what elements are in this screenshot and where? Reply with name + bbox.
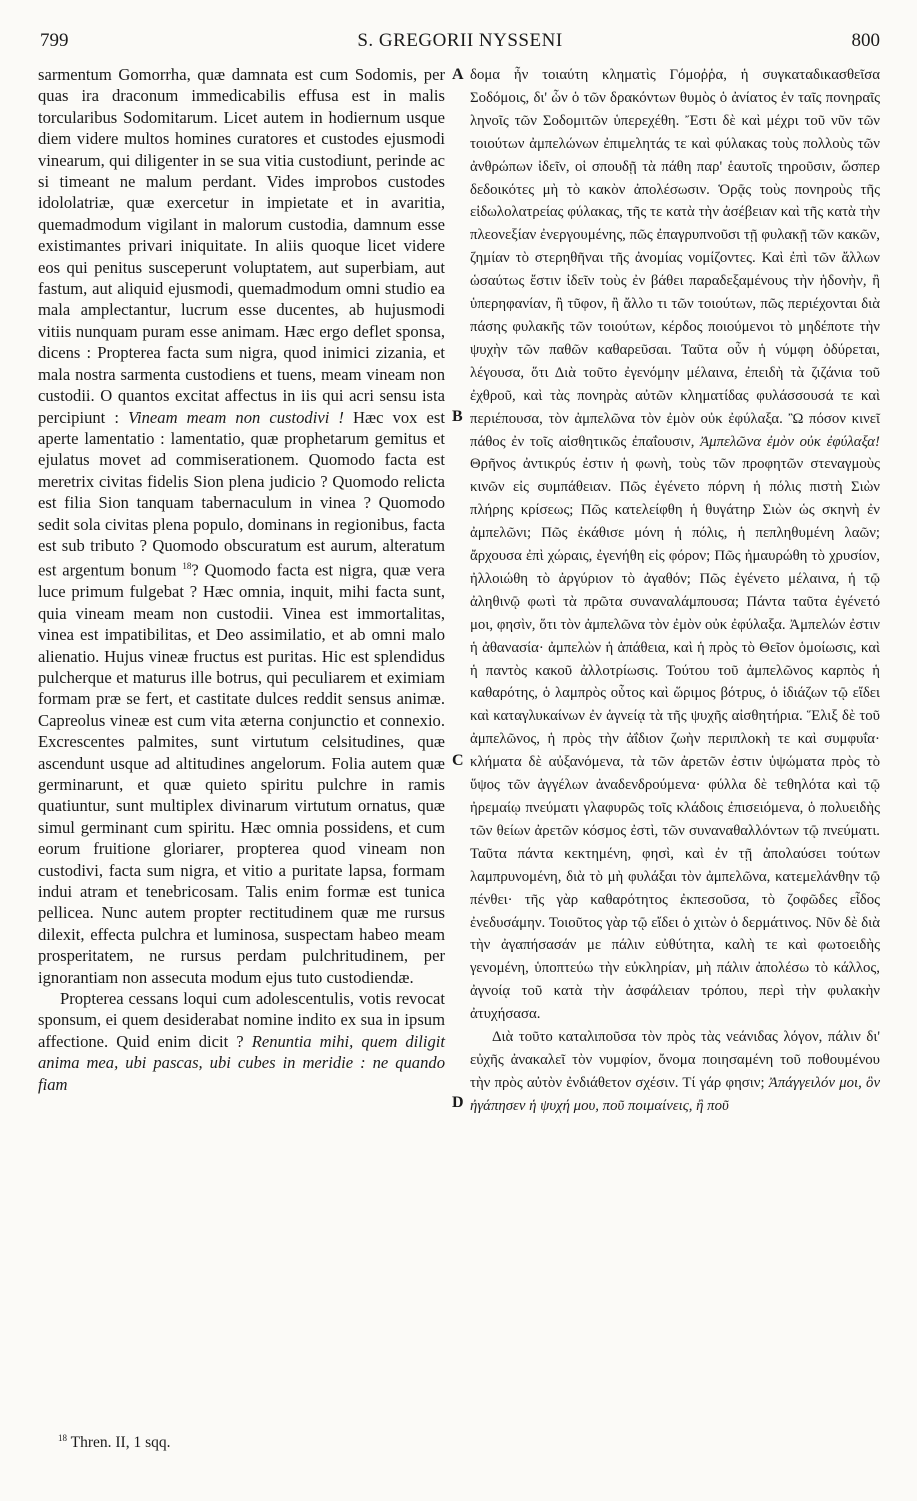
latin-text-b: Hæc vox est aperte lamentatio : lamentatio, quæ prophetarum gemitus et ejulatus movet ad commiserationem. Quomodo facta est meretrix civitas fidelis Sion plena judicio ? Quomodo relicta est filia Sion tanquam tabernaculum in vinea ? Quomodo sedit sola civitas plena populo, dominans in regionibus, facta est sub tributo ? Quomodo obscuratum est aurum, alteratum est argentum bonum bbox=[38, 407, 445, 580]
greek-text-c: Διὰ τοῦτο καταλιποῦσα τὸν πρὸς τὰς νεάνιδας λόγον, πάλιν δι' εὐχῆς ἀνακαλεῖ τὸν νυμφίον, ὄνομα ποιησαμένη τοῦ ποθουμένου τὴν πρὸς αὐτὸν ἐνδιάθετον σχέσιν. Τί γάρ φησιν; bbox=[470, 1029, 880, 1091]
latin-text-a: sarmentum Gomorrha, quæ damnata est cum Sodomis, per quas ira draconum immedicabilis effusa est in malis torcularibus Sodomitarum. Licet autem in hodiernum usque diem videre multos homines curatores et custodes ejusmodi vinearum, qui diligenter in se sua vitia custodiunt, perinde ac si timeant ne malum perdant. Vides improbos custodes idololatriæ, quæ exercetur in impietate et in avaritia, quemadmodum vigilant in malorum custodia, damnum esse existimantes privari iniquitate. In aliis quoque licet videre eos qui penitus susceperunt voluptatem, aut superbiam, aut fastum, aut aliquid ejusmodi, quemadmodum omni studio ea mala amplectantur, lucrum esse ducentes, ab hujusmodi vitiis nunquam puram esse animam. Hæc ergo deflet sponsa, dicens : Propterea facta sum nigra, quod inimici zizania, et mala nostra sarmenta custodiens et tuens, meam vineam non custodii. O quantos excitat affectus in iis qui acri sensu ista percipiunt : bbox=[38, 65, 445, 427]
latin-text-d: Propterea cessans loqui cum adolescentulis, votis revocat sponsum, ei quem desiderabat nomine indito ex sua in ipsum affectione. Quid enim dicit ? bbox=[38, 989, 445, 1051]
latin-scripture-quote: Vineam meam non custodivi ! bbox=[128, 407, 344, 427]
page-number-left: 799 bbox=[40, 30, 69, 51]
margin-marker-a: A bbox=[452, 66, 464, 83]
latin-paragraph-2 bbox=[38, 988, 445, 1095]
latin-paragraph-1 bbox=[38, 64, 445, 988]
greek-text-a: δομα ἦν τοιαύτη κληματὶς Γόμοῤῥα, ἡ συγκαταδικασθεῖσα Σοδόμοις, δι' ὧν ὁ τῶν δρακόντων θυμὸς ὁ ἀνίατος ἐν ταῖς πονηραῖς ληνοῖς τῶν Σοδομιτῶν ὑπερεχέθη. Ἔστι δὲ καὶ μέχρι τοῦ νῦν τῶν τοιούτων ἀμπελώνων ἐπιμελητάς τε καὶ φύλακας τοὺς πολλοὺς τῶν ἀνθρώπων ἰδεῖν, οἱ σπουδῇ τὰ πάθη παρ' ἑαυτοῖς τηροῦσιν, ὥσπερ δεδοικότες μὴ τὸ κακὸν ἀπολέσωσιν. Ὁρᾷς τοὺς πονηροὺς τῆς εἰδωλολατρείας φύλακας, τῆς τε κατὰ τὴν ἀσέβειαν καὶ τῆς κατὰ τὴν πλεονεξίαν ἐνεργουμένης, πῶς ἐπαγρυπνοῦσι τῇ φυλακῇ τῶν κακῶν, ζημίαν τὸ στερηθῆναι τῆς ἀνομίας νομίζοντες. Καὶ ἐπὶ τῶν ἄλλων ὡσαύτως ἔστιν ἰδεῖν τοὺς ἐν βάθει παραδεξαμένους τὴν ἡδονὴν, ἢ ὑπερηφανίαν, ἢ τῦφον, ἢ ἄλλο τι τῶν τοιούτων, πῶς περιέχονται διὰ πάσης φυλακῆς τῶν τοιούτων, κέρδος ποιούμενοι τὸ μηδέποτε τὴν ψυχὴν τῶν παθῶν καθαρεῦσαι. Ταῦτα οὖν ἡ νύμφη ὀδύρεται, λέγουσα, ὅτι Διὰ τοῦτο ἐγενόμην μέλαινα, ἐπειδὴ τὰ ζιζάνια τοῦ ἐχθροῦ, καὶ τὰς πονηρὰς αὐτῶν κληματίδας φυλάσσουσά τε καὶ περιέπουσα, τὸν ἀμπελῶνα τὸν ἐμὸν οὐκ ἐφύλαξα. Ὢ πόσον κινεῖ πάθος ἐν τοῖς αἰσθητικῶς ἐπαΐουσιν, bbox=[470, 67, 880, 450]
footnote bbox=[58, 1433, 170, 1452]
page-number-right: 800 bbox=[851, 30, 880, 51]
page-header bbox=[40, 30, 880, 60]
greek-paragraph-1 bbox=[470, 64, 880, 1026]
greek-paragraph-2 bbox=[470, 1026, 880, 1118]
margin-marker-d: D bbox=[452, 1094, 464, 1111]
footnote-text: Thren. II, 1 sqq. bbox=[70, 1434, 171, 1452]
greek-text-b: Θρῆνος ἀντικρύς ἐστιν ἡ φωνὴ, τοὺς τῶν προφητῶν στεναγμοὺς κινῶν εἰς συμπάθειαν. Πῶς ἐγένετο πόρνη ἡ πόλις πιστὴ Σιὼν πλήρης κρίσεως; Πῶς κατελείφθη ἡ θυγάτηρ Σιὼν ὡς σκηνὴ ἐν ἀμπελῶνι; Πῶς ἐκάθισε μόνη ἡ πόλις, ἡ πεπληθυμένη λαῶν; ἄρχουσα ἐπὶ χώραις, ἐγενήθη εἰς φόρον; Πῶς ἠμαυρώθη τὸ χρυσίον, ἠλλοιώθη τὸ ἀργύριον τὸ ἀγαθόν; Πῶς ἐγένετο μέλαινα, ἡ τῷ ἀληθινῷ φωτὶ τὰ πρῶτα συναναλάμπουσα; Πάντα ταῦτα ἐγένετό μοι, φησὶν, ὅτι τὸν ἀμπελῶνα τὸν ἐμὸν οὐκ ἐφύλαξα. Ἀμπελών ἐστιν ἡ ἀθανασία· ἀμπελὼν ἡ ἀπάθεια, καὶ ἡ πρὸς τὸ Θεῖον ὁμοίωσις, καὶ ἡ παντὸς κακοῦ ἀλλοτρίωσις. Τούτου τοῦ ἀμπελῶνος καρπὸς ἡ καθαρότης, ὁ λαμπρὸς οὗτος καὶ ὥριμος βότρυς, ὁ ἰδιάζων τῷ εἴδει καὶ καταγλυκαίνων ἐν ἁγνείᾳ τὰ τῆς ψυχῆς αἰσθητήρια. Ἕλιξ δὲ τοῦ ἀμπελῶνος, ἡ πρὸς τὴν ἀΐδιον ζωὴν περιπλοκὴ τε καὶ συμφυΐα· κλήματα δὲ αὐξανόμενα, τὰ τῶν ἀρετῶν ἐστιν ὑψώματα πρὸς τὸ ὕψος τῶν ἀγγέλων ἀναδενδρούμενα· φύλλα δὲ τεθηλότα καὶ τῷ ἠρεμαίῳ πνεύματι γλαφυρῶς τοῖς κλάδοις ἐπισειόμενα, ὁ πολυειδὴς τῶν θείων ἀρετῶν κόσμος ἐστὶ, τῶν συναναθαλλόντων τῷ πνεύματι. Ταῦτα πάντα κεκτημένη, φησὶ, καὶ ἐν τῇ ἀπολαύσει τούτων λαμπρυνομένη, διὰ τὸ μὴ φυλάξαι τὸν ἀμπελῶνα, κατεμελάνθην τῷ πένθει· τῆς γὰρ καθαρότητος ἐκπεσοῦσα, τὸ ζοφῶδες εἶδος ἐνεδυσάμην. Τοιοῦτος γὰρ τῷ εἴδει ὁ χιτὼν ὁ δερμάτινος. Νῦν δὲ διὰ τὴν ἀγαπήσασάν με πάλιν εὐθύτητα, καλὴ τε καὶ φωτοειδὴς γενομένη, ὑποπτεύω τὴν εὐκληρίαν, μὴ πάλιν ἀπολέσω τὸ κάλλος, ἀγνοίᾳ τοῦ κατὰ τὴν ἀσφάλειαν τρόπου, περὶ τὴν φυλακὴν ἀτυχήσασα. bbox=[470, 456, 880, 1023]
running-title: S. GREGORII NYSSENI bbox=[357, 30, 563, 51]
latin-text-c: ? Quomodo facta est nigra, quæ vera luce primum fulgebat ? Hæc omnia, inquit, mihi facta sunt, quia vineam meam non custodii. Vinea est immortalitas, vinea est impatibilitas, et Deo assimilatio, et ab omni malo alienatio. Hujus vineæ fructus est puritas. Hic est splendidus pulcherque et maturus ille botrus, qui peculiarem et eximiam formam præ se fert, et castitate dulces reddit sensus animæ. Capreolus vineæ est cum vita æterna conjunctio et connexio. Excrescentes palmites, sunt virtutum celsitudines, quæ ascendunt usque ad altitudines angelorum. Folia autem quæ germinarunt, et quæ quieto spiritu pulchre in ramis quatiuntur, sunt multiplex divinarum virtutum ornatus, quæ simul germinant cum spiritu. Hæc omnia possidens, et cum eorum fruitione gloriarer, propterea quod vineam non custodivi, facta sum nigra, et vitio a puritate lapsa, formam indui atram et tenebricosam. Talis enim formæ est tunica pellicea. Nunc autem propter rectitudinem quæ me rursus dilexit, effecta pulchra et luminosa, suspectam habeo meam prosperitatem, ne rursus perdam pulchritudinem, per ignorantiam non assecuta modum ejus tuto custodiendæ. bbox=[38, 560, 445, 987]
margin-marker-c: C bbox=[452, 752, 464, 769]
greek-scripture-quote: Ἀμπελῶνα ἐμὸν οὐκ ἐφύλαξα! bbox=[700, 433, 880, 450]
greek-column bbox=[470, 64, 880, 1118]
footnote-number: 18 bbox=[58, 1433, 67, 1443]
latin-scripture-quote-2: Renuntia mihi, quem diligit anima mea, ubi pascas, ubi cubes in meridie : ne quando fiam bbox=[38, 1031, 445, 1094]
margin-marker-b: B bbox=[452, 408, 463, 425]
footnote-ref: 18 bbox=[182, 561, 192, 572]
greek-scripture-quote-2: Ἀπάγγειλόν μοι, ὃν ἠγάπησεν ἡ ψυχή μου, ποῦ ποιμαίνεις, ἢ ποῦ bbox=[470, 1074, 881, 1114]
latin-column bbox=[38, 64, 445, 1095]
